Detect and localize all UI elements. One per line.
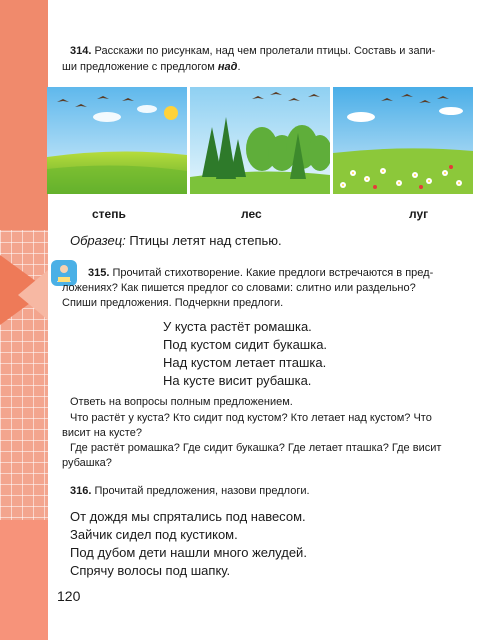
- margin-block-top: [0, 0, 48, 230]
- exercise-315-text-1: Прочитай стихотворение. Какие предлоги встречаются в пред-: [112, 267, 434, 279]
- sentence: Под дубом дети нашли много желудей.: [70, 545, 307, 560]
- exercise-315-line1: [88, 265, 433, 281]
- questions-intro: Ответь на вопросы полным предложением.: [70, 396, 293, 408]
- exercise-315-line2: ложениях? Как пишется предлог со словами: слитно или раздельно?: [62, 282, 416, 294]
- picture-forest: [190, 87, 330, 194]
- poem: [163, 318, 327, 390]
- margin-block-bottom: [0, 520, 48, 640]
- caption-steppe: степь: [92, 207, 126, 221]
- poem-line: На кусте висит рубашка.: [163, 373, 312, 388]
- questions-line-1a: Что растёт у куста? Кто сидит под кустом? Кто летает над кустом? Что: [70, 412, 432, 424]
- picture-steppe: [47, 87, 187, 194]
- questions-line-2a: Где растёт ромашка? Где сидит букашка? Где летает пташка? Где висит: [70, 442, 442, 454]
- page-number: 120: [57, 588, 81, 604]
- period: .: [237, 61, 241, 73]
- sentence: От дождя мы спрятались под навесом.: [70, 509, 306, 524]
- poem-line: Под кустом сидит букашка.: [163, 337, 328, 352]
- exercise-314-text: Расскажи по рисункам, над чем пролетали птицы. Составь и запи-: [94, 45, 436, 57]
- exercise-314-line1: [70, 43, 435, 59]
- exercise-316-heading: [70, 483, 310, 499]
- picture-meadow: [333, 87, 473, 194]
- preposition-nad: над: [217, 61, 238, 73]
- sample-sentence: [70, 233, 282, 248]
- questions-line-2b: рубашка?: [62, 457, 112, 469]
- sample-label: Образец:: [70, 233, 126, 248]
- exercise-314-number: 314.: [70, 45, 92, 57]
- page-margin-decoration: [0, 0, 48, 640]
- poem-line: У куста растёт ромашка.: [163, 319, 312, 334]
- exercise-316-text: Прочитай предложения, назови предлоги.: [91, 485, 310, 497]
- margin-triangle-light: [18, 270, 48, 320]
- caption-forest: лес: [241, 207, 262, 221]
- exercise-316-sentences: [70, 508, 307, 580]
- sentence: Спрячу волосы под шапку.: [70, 563, 231, 578]
- sample-text: Птицы летят над степью.: [125, 233, 282, 248]
- exercise-314-line2: [62, 59, 241, 75]
- sentence: Зайчик сидел под кустиком.: [70, 527, 238, 542]
- poem-line: Над кустом летает пташка.: [163, 355, 327, 370]
- caption-meadow: луг: [409, 207, 429, 221]
- questions-line-1b: висит на кусте?: [62, 427, 142, 439]
- illustrations: [47, 87, 477, 194]
- exercise-315-number: 315.: [88, 267, 110, 279]
- exercise-316-number: 316.: [70, 485, 92, 497]
- exercise-314-line2-text: ши предложение с предлогом: [62, 61, 218, 73]
- exercise-315-line3: Спиши предложения. Подчеркни предлоги.: [62, 297, 284, 309]
